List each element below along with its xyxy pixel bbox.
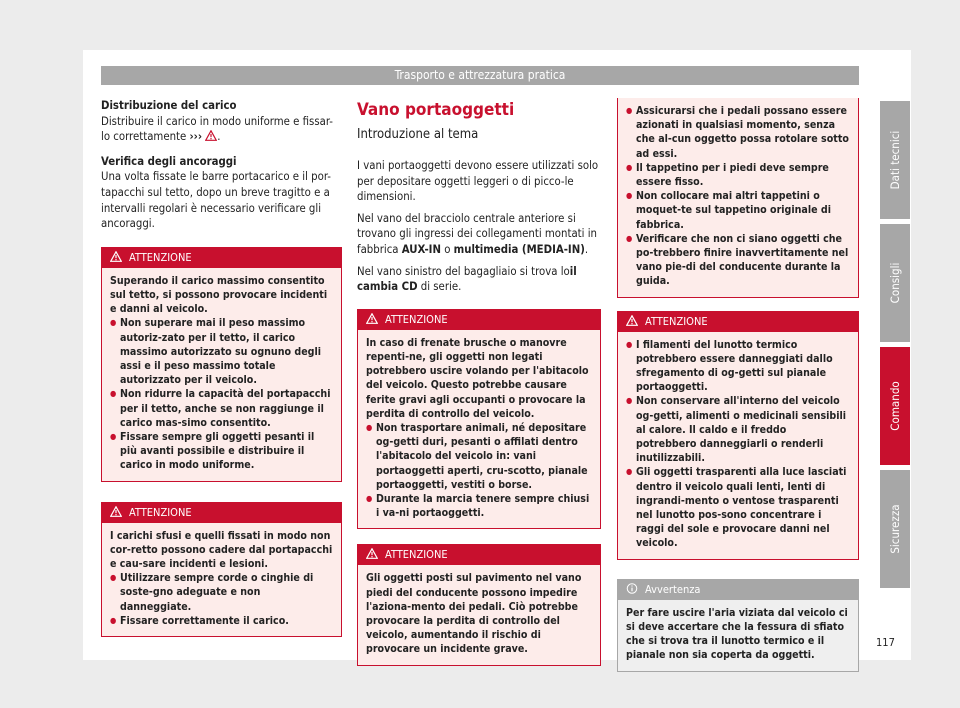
warning-bullet: ● Assicurarsi che i pedali possano essere azionati in qualsiasi momento, senza che al-cun oggetto possa rotolare sotto ad essi. — [626, 104, 850, 161]
warning-triangle-icon — [366, 548, 378, 559]
warning-triangle-icon — [626, 315, 638, 326]
intro-paragraph: I vani portaoggetti devono essere utilizzati solo per depositare oggetti leggeri o di picco-le dimensioni. — [357, 159, 599, 204]
warning-bullet: ● Verificare che non ci siano oggetti che po-trebbero finire inavvertitamente nel vano pie-di del conducente durante la guida. — [626, 232, 850, 289]
section-title-verify: Verifica degli ancoraggi — [101, 154, 237, 168]
side-tab-comando[interactable]: Comando — [880, 347, 910, 465]
warning-bullet: ● Non conservare all'interno del veicolo og-getti, alimenti o medicinali sensibili al calore. Il caldo e il freddo potrebbero danneggiarli o renderli inutilizzabili. — [626, 394, 850, 465]
chapter-subtitle: Introduzione al tema — [357, 127, 479, 142]
cd-changer-paragraph: Nel vano sinistro del bagagliaio si trova loil cambia CD di serie. — [357, 264, 577, 294]
side-tab-dati-tecnici[interactable]: Dati tecnici — [880, 101, 910, 219]
warning-bullet: ● Non ridurre la capacità del portapacchi per il tetto, anche se non raggiunge il carico mas-simo consentito. — [110, 387, 333, 430]
note-text: Per fare uscire l'aria viziata dal veicolo ci si deve accertare che la fessura di sfiato che si trova tra il lunotto termico e il pianale non sia coperta da oggetti. — [626, 606, 848, 662]
warning-box-loose-loads — [101, 502, 342, 637]
info-icon — [626, 583, 638, 594]
warning-header: ATTENZIONE — [102, 248, 341, 268]
warning-box-rear-window — [617, 311, 859, 560]
warning-bullet: ● I filamenti del lunotto termico potrebbero essere danneggiati dallo sfregamento di og-getti sul pianale portaoggetti. — [626, 338, 850, 395]
warning-intro: Gli oggetti posti sul pavimento nel vano piedi del conducente possono impedire l'aziona-mento dei pedali. Ciò potrebbe provocare la perdita di controllo del veicolo, aumentando il rischio di provocare un incidente grave. — [366, 572, 582, 656]
warning-header: ATTENZIONE — [618, 312, 858, 332]
warning-header: ATTENZIONE — [102, 503, 341, 523]
warning-body — [358, 565, 600, 664]
warning-body — [102, 523, 341, 636]
warning-bullet: ● Fissare sempre gli oggetti pesanti il più avanti possibile e distribuire il carico in modo uniforme. — [110, 430, 333, 473]
warning-body — [618, 332, 858, 559]
warning-box-continued — [617, 98, 859, 298]
media-in-label: multimedia (MEDIA-IN) — [453, 242, 585, 256]
distribution-text: Distribuire il carico in modo uniforme e fissar-lo correttamente ››› . — [101, 114, 333, 144]
warning-box-footwell — [357, 544, 601, 665]
chapter-title: Vano portaoggetti — [357, 100, 515, 120]
warning-box-braking — [357, 309, 601, 530]
note-header: Avvertenza — [618, 580, 858, 600]
warning-body — [358, 330, 600, 529]
warning-header: ATTENZIONE — [358, 545, 600, 565]
warning-intro: I carichi sfusi e quelli fissati in modo non cor-retto possono cadere dal portapacchi e cau-sare incidenti e lesioni. — [110, 529, 333, 570]
note-body — [618, 600, 858, 671]
cross-reference[interactable]: ››› — [189, 130, 203, 144]
warning-bullet: ● Gli oggetti trasparenti alla luce lasciati dentro il veicolo quali lenti, lenti di ingrandi-mento o ventose trasparenti nel lunotto pos-sono concentrare i raggi del sole e provocare danni nel veicolo. — [626, 465, 850, 550]
warning-body — [102, 268, 341, 481]
page-header: Trasporto e attrezzatura pratica — [101, 66, 859, 85]
warning-triangle-icon — [110, 251, 122, 262]
column-3 — [617, 98, 859, 672]
warning-triangle-icon — [110, 506, 122, 517]
armrest-paragraph: Nel vano del bracciolo centrale anteriore si trovano gli ingressi dei collegamenti montati in fabbrica AUX-IN o multimedia (MEDIA-IN). — [357, 211, 597, 256]
side-tab-consigli[interactable]: Consigli — [880, 224, 910, 342]
warning-triangle-icon — [205, 130, 217, 141]
warning-bullet: ● Il tappetino per i piedi deve sempre essere fisso. — [626, 161, 850, 189]
warning-bullet: ● Durante la marcia tenere sempre chiusi i va-ni portaoggetti. — [366, 492, 592, 520]
verify-text: Una volta fissate le barre portacarico e il por-tapacchi sul tetto, dopo un breve tragitto e a intervalli regolari è necessario verificare gli ancoraggi. — [101, 170, 331, 231]
warning-bullet: ● Non superare mai il peso massimo autoriz-zato per il tetto, il carico massimo autorizzato su ognuno degli assi e il peso massimo totale autorizzato per il veicolo. — [110, 316, 333, 387]
side-tab-sicurezza[interactable]: Sicurezza — [880, 470, 910, 588]
column-2 — [357, 98, 601, 666]
warning-bullet: ● Utilizzare sempre corde o cinghie di soste-gno adeguate e non danneggiate. — [110, 571, 333, 614]
cd-changer-label: il cambia CD — [357, 264, 577, 294]
column-1 — [101, 98, 342, 637]
note-box — [617, 579, 859, 672]
warning-bullet: ● Non collocare mai altri tappetini o moquet-te sul tappetino originale di fabbrica. — [626, 189, 850, 232]
warning-intro: In caso di frenate brusche o manovre repenti-ne, gli oggetti non legati potrebbero uscire volando per l'abitacolo del veicolo. Questo potrebbe causare ferite gravi agli occupanti o provocare la perdita di controllo del veicolo. — [366, 336, 589, 420]
section-title-distribution: Distribuzione del carico — [101, 99, 237, 112]
warning-header: ATTENZIONE — [358, 310, 600, 330]
warning-bullet: ● Fissare correttamente il carico. — [110, 614, 333, 628]
warning-box-roof-load — [101, 247, 342, 482]
warning-intro: Superando il carico massimo consentito sul tetto, si possono provocare incidenti e danni al veicolo. — [110, 274, 328, 316]
warning-bullet: ● Non trasportare animali, né depositare og-getti duri, pesanti o affilati dentro l'abitacolo del veicolo in: vani portaoggetti aperti, cru-scotto, pianale portaoggetti, vestiti o borse. — [366, 421, 592, 492]
page-number: 117 — [876, 636, 895, 649]
warning-triangle-icon — [366, 313, 378, 324]
aux-in-label: AUX-IN — [401, 242, 441, 256]
warning-body — [618, 98, 858, 297]
